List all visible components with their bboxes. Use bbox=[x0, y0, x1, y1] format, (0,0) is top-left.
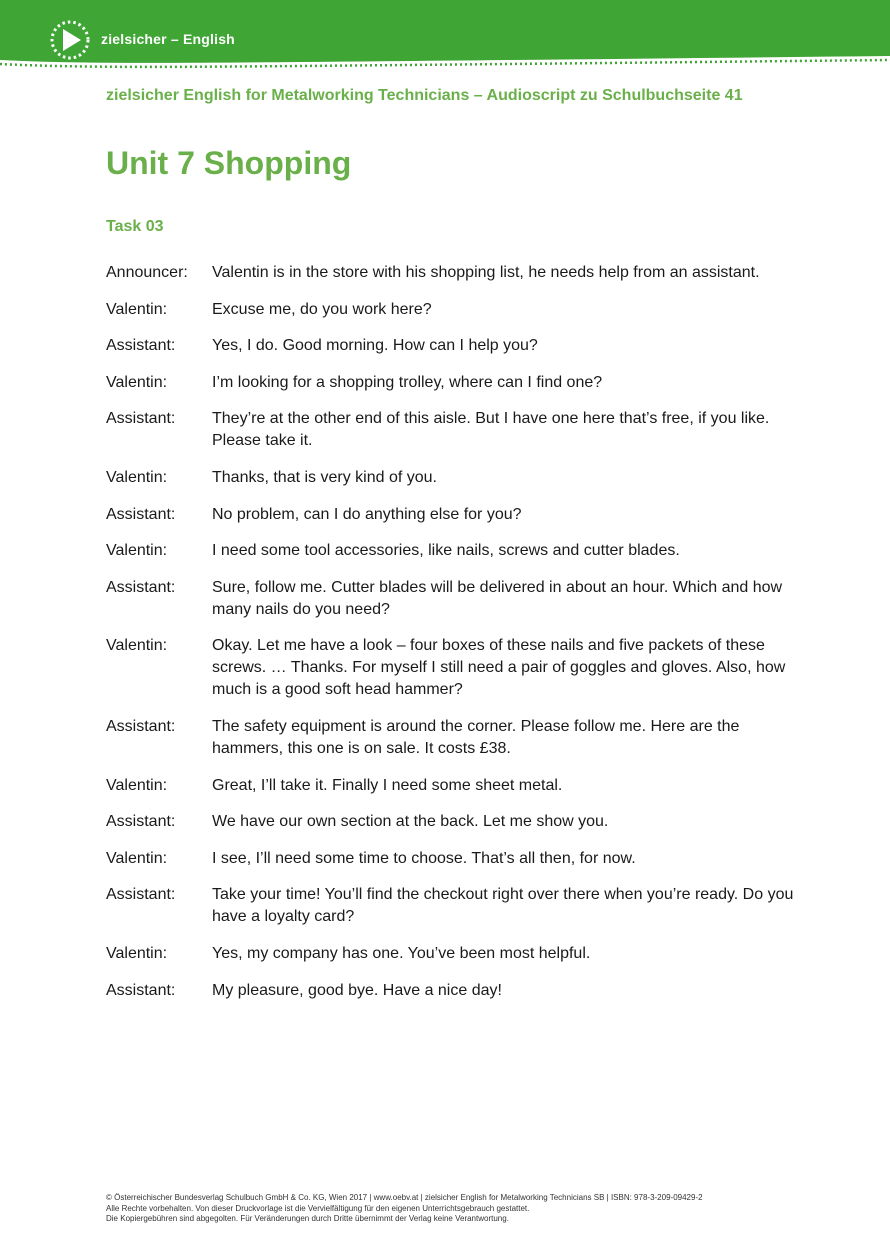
dialogue-text: Excuse me, do you work here? bbox=[212, 300, 432, 318]
speaker-label: Assistant: bbox=[106, 410, 176, 428]
dialogue-row bbox=[106, 540, 796, 562]
speaker-label: Valentin: bbox=[106, 468, 168, 486]
footer-line: Die Kopiergebühren sind abgegolten. Für Veränderungen durch Dritte übernimmt der Verlag keine Verantwortung. bbox=[106, 1214, 509, 1223]
dialogue-text: Valentin is in the store with his shopping list, he needs help from an assistant. bbox=[212, 264, 760, 281]
header-banner bbox=[0, 0, 890, 80]
speaker-label: Valentin: bbox=[106, 776, 168, 794]
dialogue-text: The safety equipment is around the corner. Please follow me. Here are the hammers, this one is on sale. It costs £38. bbox=[212, 717, 740, 757]
dialogue-row bbox=[106, 372, 796, 394]
dialogue-text: Great, I’ll take it. Finally I need some sheet metal. bbox=[212, 776, 563, 794]
dialogue-row bbox=[106, 811, 796, 833]
dialogue-row bbox=[106, 408, 796, 452]
speaker-label: Valentin: bbox=[106, 849, 168, 867]
speaker-label: Valentin: bbox=[106, 944, 168, 962]
speaker-label: Assistant: bbox=[106, 981, 176, 999]
speaker-label: Assistant: bbox=[106, 505, 176, 523]
dialogue-text: We have our own section at the back. Let me show you. bbox=[212, 813, 609, 831]
copyright-footer bbox=[106, 1193, 796, 1225]
dialogue-text: Yes, I do. Good morning. How can I help you? bbox=[212, 337, 538, 355]
dialogue-text: I need some tool accessories, like nails, screws and cutter blades. bbox=[212, 542, 680, 560]
dialogue-row bbox=[106, 884, 796, 928]
dialogue-row bbox=[106, 716, 796, 760]
speaker-label: Valentin: bbox=[106, 300, 168, 318]
dialogue-row bbox=[106, 635, 796, 701]
speaker-label: Announcer: bbox=[106, 264, 188, 281]
dialogue-row bbox=[106, 943, 796, 965]
dialogue-text: I’m looking for a shopping trolley, where can I find one? bbox=[212, 373, 603, 391]
dialogue-text: I see, I’ll need some time to choose. That’s all then, for now. bbox=[212, 849, 636, 867]
dialogue-row bbox=[106, 262, 796, 284]
footer-line: © Österreichischer Bundesverlag Schulbuch GmbH & Co. KG, Wien 2017 | www.oebv.at | zielsicher English for Metalworking Technicians SB | ISBN: 978-3-209-09429-2 bbox=[106, 1193, 703, 1202]
speaker-label: Valentin: bbox=[106, 542, 168, 560]
dialogue-list bbox=[106, 262, 796, 1016]
speaker-label: Assistant: bbox=[106, 337, 176, 355]
speaker-label: Assistant: bbox=[106, 717, 176, 735]
dialogue-text: Sure, follow me. Cutter blades will be delivered in about an hour. Which and how many nails do you need? bbox=[212, 578, 783, 618]
dialogue-row bbox=[106, 335, 796, 357]
dialogue-text: Take your time! You’ll find the checkout right over there when you’re ready. Do you have a loyalty card? bbox=[212, 886, 794, 926]
dialogue-row bbox=[106, 775, 796, 797]
dialogue-text: They’re at the other end of this aisle. But I have one here that’s free, if you like. Please take it. bbox=[212, 410, 770, 450]
dialogue-row bbox=[106, 848, 796, 870]
brand-name: zielsicher – English bbox=[101, 31, 235, 47]
dialogue-row bbox=[106, 467, 796, 489]
dialogue-row bbox=[106, 577, 796, 621]
task-heading: Task 03 bbox=[106, 218, 164, 235]
dialogue-text: My pleasure, good bye. Have a nice day! bbox=[212, 981, 502, 999]
speaker-label: Assistant: bbox=[106, 578, 176, 596]
dialogue-row bbox=[106, 504, 796, 526]
footer-line: Alle Rechte vorbehalten. Von dieser Druckvorlage ist die Vervielfältigung für den eigenen Unterrichtsgebrauch gestattet. bbox=[106, 1203, 530, 1213]
page-title: Unit 7 Shopping bbox=[106, 145, 352, 181]
dialogue-text: No problem, can I do anything else for you? bbox=[212, 505, 522, 523]
dialogue-row bbox=[106, 980, 796, 1002]
dialogue-text: Yes, my company has one. You’ve been most helpful. bbox=[212, 944, 591, 962]
page-subtitle: zielsicher English for Metalworking Technicians – Audioscript zu Schulbuchseite 41 bbox=[106, 87, 743, 104]
dialogue-text: Thanks, that is very kind of you. bbox=[212, 468, 437, 486]
speaker-label: Valentin: bbox=[106, 637, 168, 655]
speaker-label: Assistant: bbox=[106, 886, 176, 904]
speaker-label: Assistant: bbox=[106, 813, 176, 831]
dialogue-text: Okay. Let me have a look – four boxes of these nails and five packets of these screws. … Thanks. For myself I still need a pair of goggles and gloves. Also, how much is a good soft head hammer? bbox=[212, 637, 786, 699]
dialogue-row bbox=[106, 299, 796, 321]
speaker-label: Valentin: bbox=[106, 373, 168, 391]
